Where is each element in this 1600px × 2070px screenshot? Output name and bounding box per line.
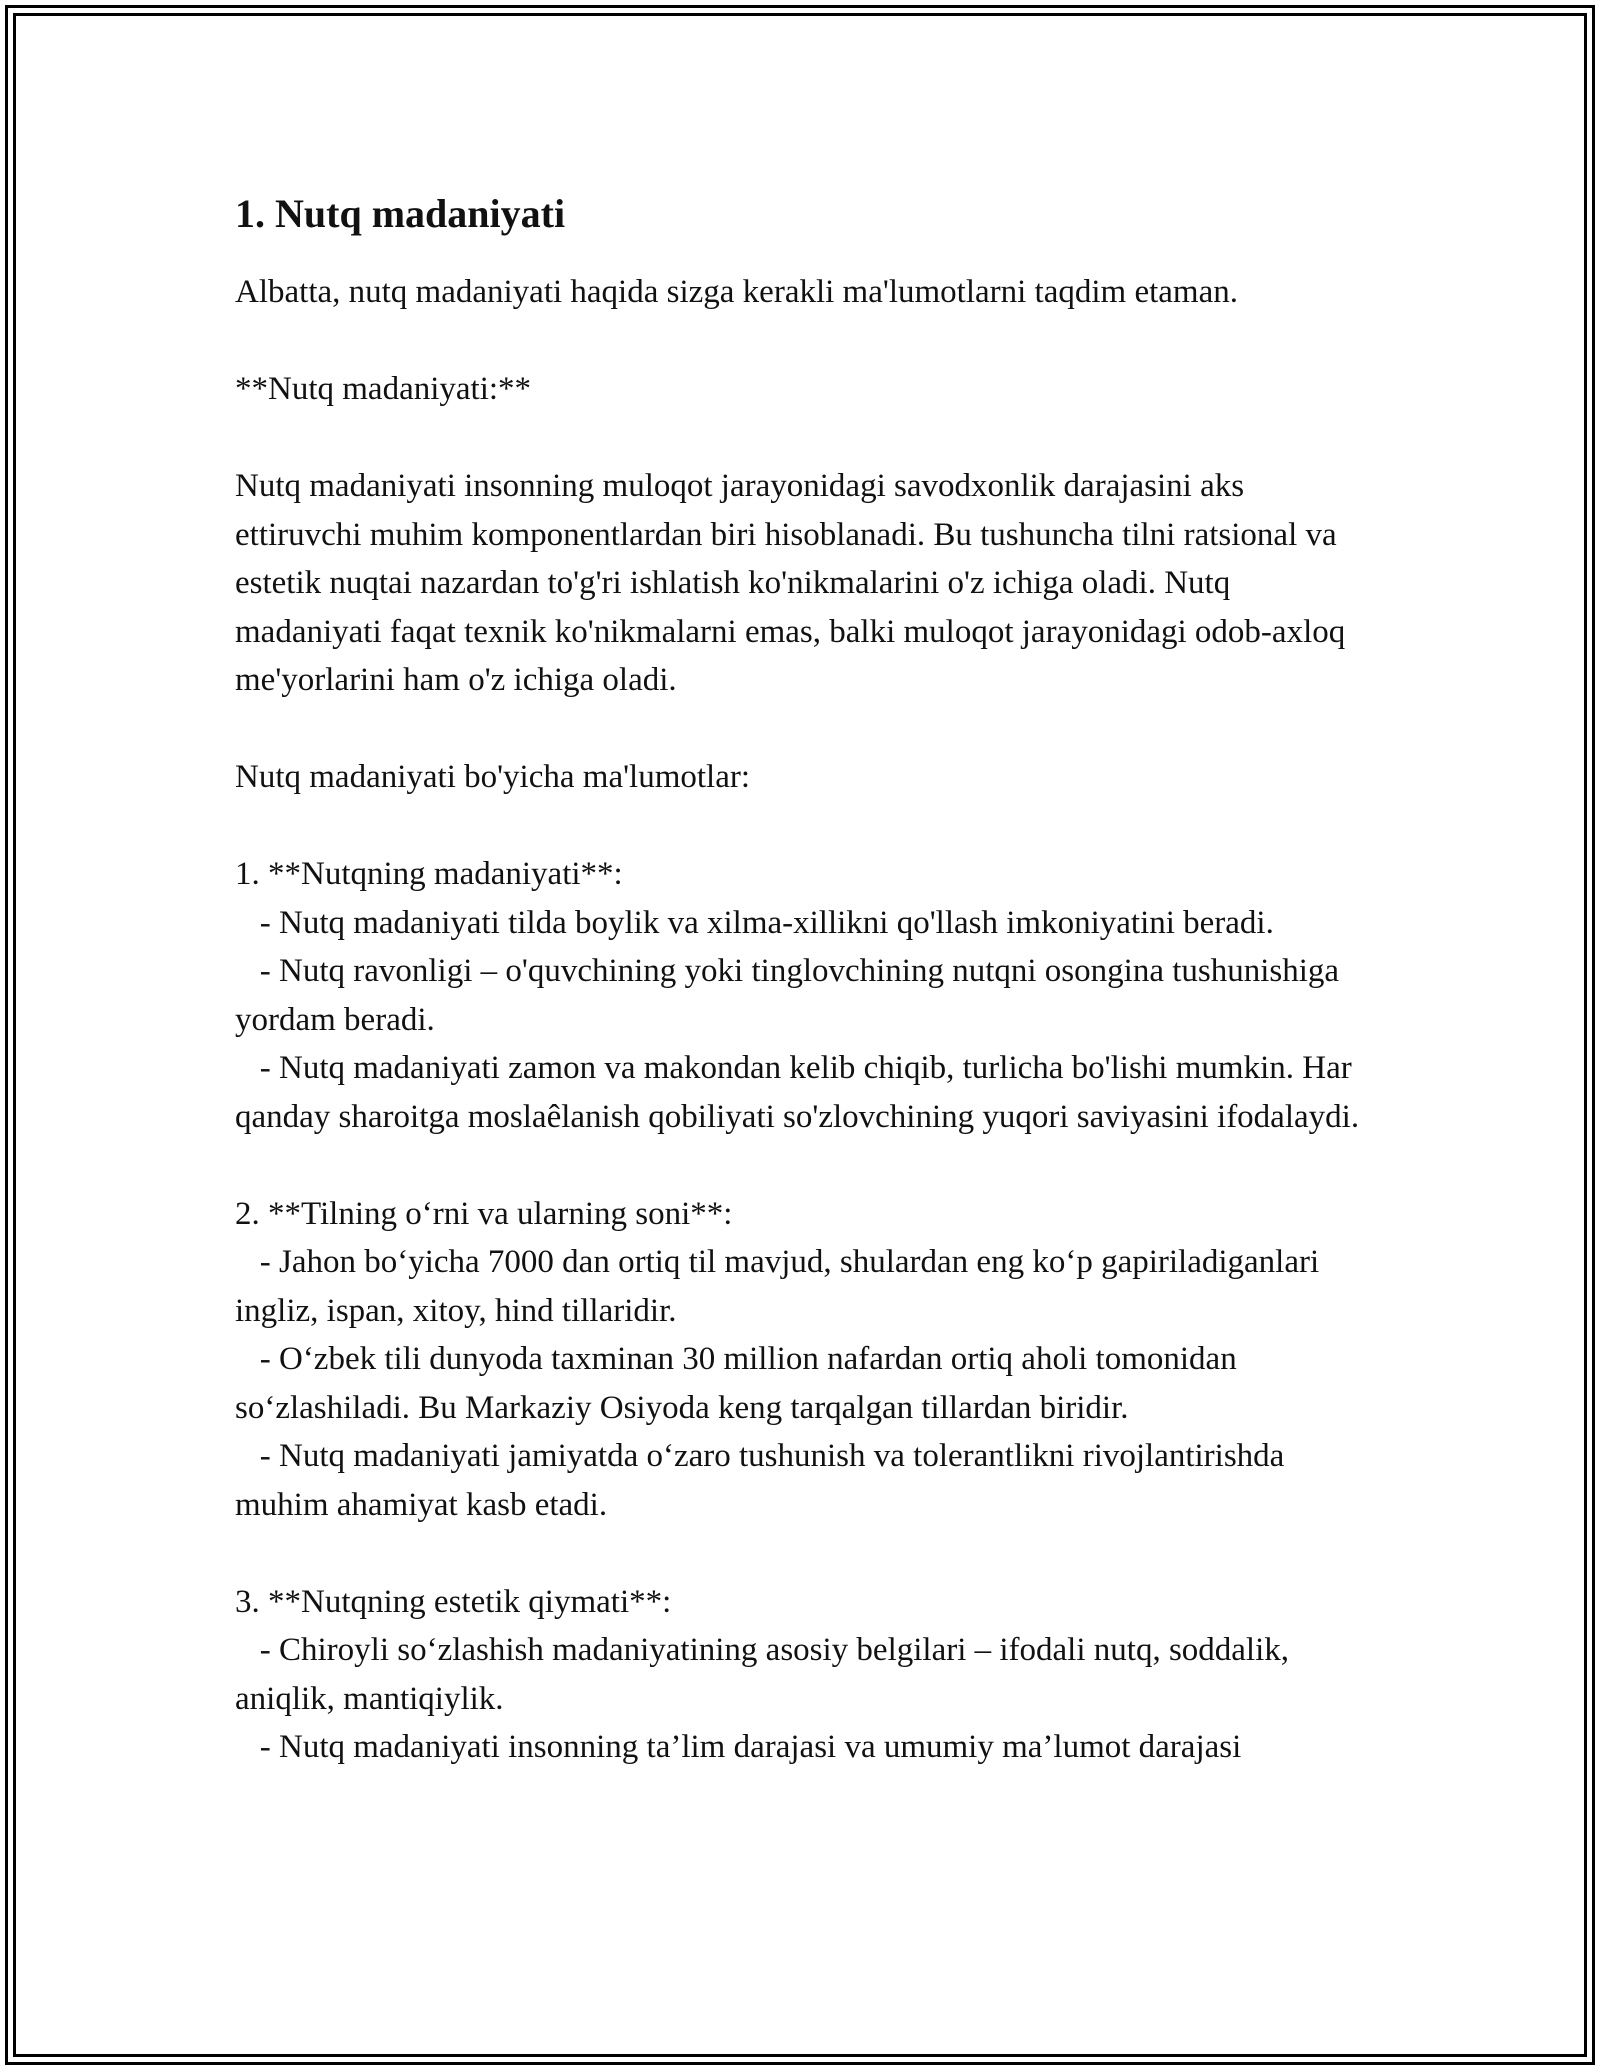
list-intro: Nutq madaniyati bo'yicha ma'lumotlar: [235, 759, 751, 795]
numbered-section-heading: 2. **Tilning o‘rni va ularning soni**: [235, 1195, 733, 1232]
list-item: - Jahon bo‘yicha 7000 dan ortiq til mavjud, shulardan eng ko‘p gapiriladiganlari ingliz, ispan, xitoy, hind tillaridir. [235, 1244, 1328, 1329]
list-item: - Nutq madaniyati jamiyatda o‘zaro tushunish va tolerantlikni rivojlantirishda muhim ahamiyat kasb etadi. [235, 1438, 1293, 1523]
list-item: - Nutq madaniyati zamon va makondan kelib chiqib, turlicha bo'lishi mumkin. Har qanday sharoitga moslaêlanish qobiliyati so'zlovchining yuqori saviyasini ifodalaydi. [235, 1050, 1360, 1135]
numbered-section-heading: 3. **Nutqning estetik qiymati**: [235, 1583, 672, 1620]
paragraph-gap [235, 317, 1375, 366]
definition-paragraph: Nutq madaniyati insonning muloqot jarayonidagi savodxonlik darajasini aks ettiruvchi muhim komponentlardan biri hisoblanadi. Bu tushuncha tilni ratsional va estetik nuqtai nazardan to'g'ri ishlatish ko'nikmalarini o'z ichiga oladi. Nutq madaniyati faqat texnik ko'nikmalarni emas, balki muloqot jarayonidagi odob-axloq me'yorlarini ham o'z ichiga oladi. [235, 468, 1354, 698]
numbered-section-2 [235, 1190, 1375, 1530]
list-item: - Chiroyli so‘zlashish madaniyatining asosiy belgilari – ifodali nutq, soddalik, aniqlik, mantiqiylik. [235, 1632, 1298, 1717]
paragraph-gap [235, 705, 1375, 754]
numbered-section-1 [235, 850, 1375, 1141]
paragraph-gap [235, 1141, 1375, 1190]
document-body [235, 186, 1375, 1772]
section-heading: **Nutq madaniyati:** [235, 371, 532, 407]
paragraph-gap [235, 802, 1375, 851]
list-item: - Nutq ravonligi – o'quvchining yoki tinglovchining nutqni osongina tushunishiga yordam beradi. [235, 953, 1348, 1038]
paragraph-gap [235, 1529, 1375, 1578]
list-item: - Nutq madaniyati tilda boylik va xilma-xillikni qo'llash imkoniyatini beradi. [235, 904, 1274, 941]
numbered-section-3 [235, 1578, 1375, 1772]
document-title: 1. Nutq madaniyati [235, 191, 566, 236]
list-item: - Nutq madaniyati insonning ta’lim darajasi va umumiy ma’lumot darajasi [235, 1729, 1242, 1765]
numbered-section-heading: 1. **Nutqning madaniyati**: [235, 856, 623, 892]
intro-paragraph: Albatta, nutq madaniyati haqida sizga kerakli ma'lumotlarni taqdim etaman. [235, 274, 1238, 310]
paragraph-gap [235, 414, 1375, 463]
list-item: - O‘zbek tili dunyoda taxminan 30 million nafardan ortiq aholi tomonidan so‘zlashiladi. Bu Markaziy Osiyoda keng tarqalgan tillardan biridir. [235, 1341, 1245, 1426]
